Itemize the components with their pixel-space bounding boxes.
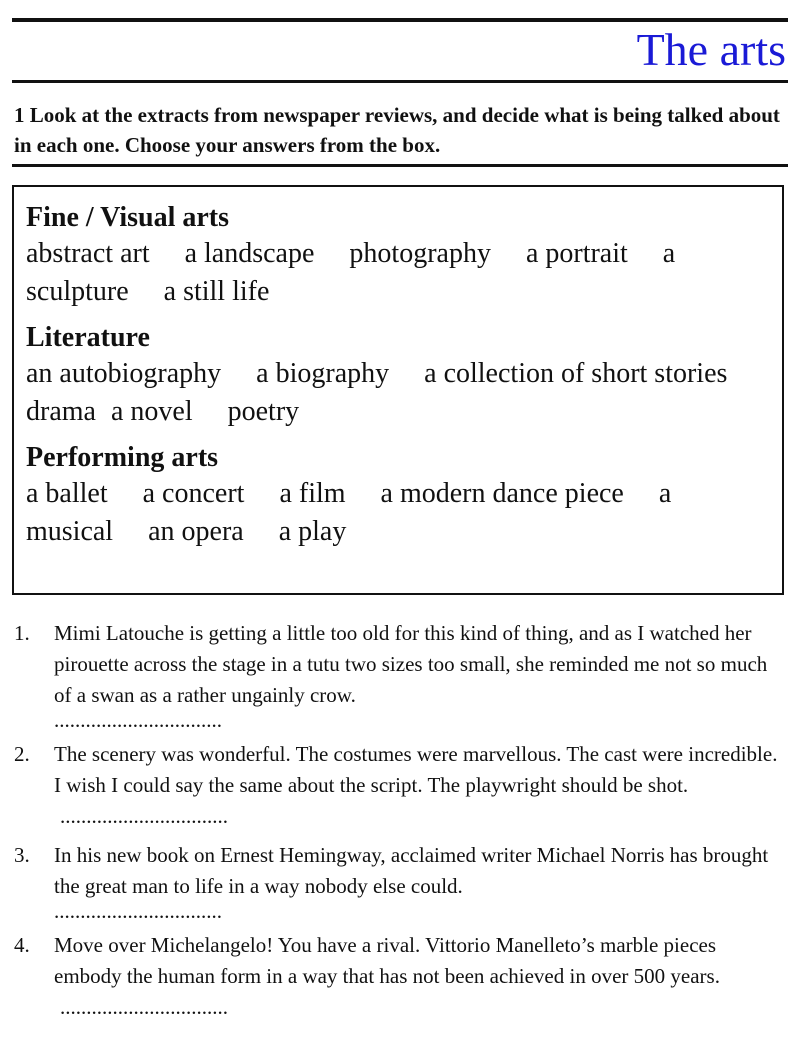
category-literature <box>26 321 770 431</box>
category-items <box>26 235 770 311</box>
top-rule <box>12 18 788 22</box>
category-fine-visual-arts <box>26 201 770 311</box>
item-biography: a biography <box>256 358 390 389</box>
answer-blank[interactable]: ................................ <box>60 804 228 828</box>
exercise-instructions: 1 Look at the extracts from newspaper reviews, and decide what is being talked about in each one. Choose your answers from the box. <box>14 103 780 157</box>
answer-box <box>12 185 784 595</box>
title-rule <box>12 80 788 83</box>
item-novel: a novel <box>110 396 193 427</box>
item-poetry: poetry <box>227 396 300 427</box>
item-abstract-art: abstract art <box>26 238 150 269</box>
item-modern-dance-piece: a modern dance piece <box>380 478 624 509</box>
question-1 <box>12 618 788 731</box>
question-number: 1. <box>14 621 30 645</box>
item-photography: photography <box>349 238 491 269</box>
category-performing-arts <box>26 441 770 551</box>
item-film: a film <box>279 478 346 509</box>
item-musical: a musical <box>26 478 672 547</box>
answer-blank[interactable]: ................................ <box>54 899 222 923</box>
question-3 <box>12 840 788 922</box>
question-number: 2. <box>14 742 30 766</box>
question-text: Mimi Latouche is getting a little too old for this kind of thing, and as I watched her pirouette across the stage in a tutu two sizes too small, she reminded me not so much of a swan as a rather ungainly crow. <box>54 621 768 707</box>
question-number: 3. <box>14 843 30 867</box>
item-landscape: a landscape <box>184 238 315 269</box>
item-ballet: a ballet <box>26 478 108 509</box>
item-concert: a concert <box>142 478 245 509</box>
page-title: The arts <box>636 24 786 75</box>
question-list <box>12 618 788 1031</box>
item-drama: drama <box>26 396 96 427</box>
question-number: 4. <box>14 933 30 957</box>
question-4 <box>12 930 788 1023</box>
category-title: Literature <box>26 322 150 353</box>
category-items <box>26 355 770 431</box>
category-title: Performing arts <box>26 442 219 473</box>
item-portrait: a portrait <box>525 238 628 269</box>
item-opera: an opera <box>148 516 244 547</box>
question-text: The scenery was wonderful. The costumes were marvellous. The cast were incredible. I wish I could say the same about the script. The playwright should be shot. <box>54 742 778 797</box>
question-text: Move over Michelangelo! You have a rival. Vittorio Manelleto’s marble pieces embody the human form in a way that has not been achieved in over 500 years. <box>54 933 720 988</box>
item-autobiography: an autobiography <box>26 358 222 389</box>
item-sculpture: a sculpture <box>26 238 676 307</box>
answer-blank[interactable]: ................................ <box>54 708 222 732</box>
item-still-life: a still life <box>163 276 270 307</box>
question-text: In his new book on Ernest Hemingway, acclaimed writer Michael Norris has brought the great man to life in a way nobody else could. <box>54 843 769 898</box>
question-2 <box>12 739 788 832</box>
instructions-rule <box>12 164 788 167</box>
item-short-stories: a collection of short stories <box>424 358 728 389</box>
item-play: a play <box>278 516 347 547</box>
answer-blank[interactable]: ................................ <box>60 995 228 1019</box>
category-title: Fine / Visual arts <box>26 202 230 233</box>
category-items <box>26 475 770 551</box>
